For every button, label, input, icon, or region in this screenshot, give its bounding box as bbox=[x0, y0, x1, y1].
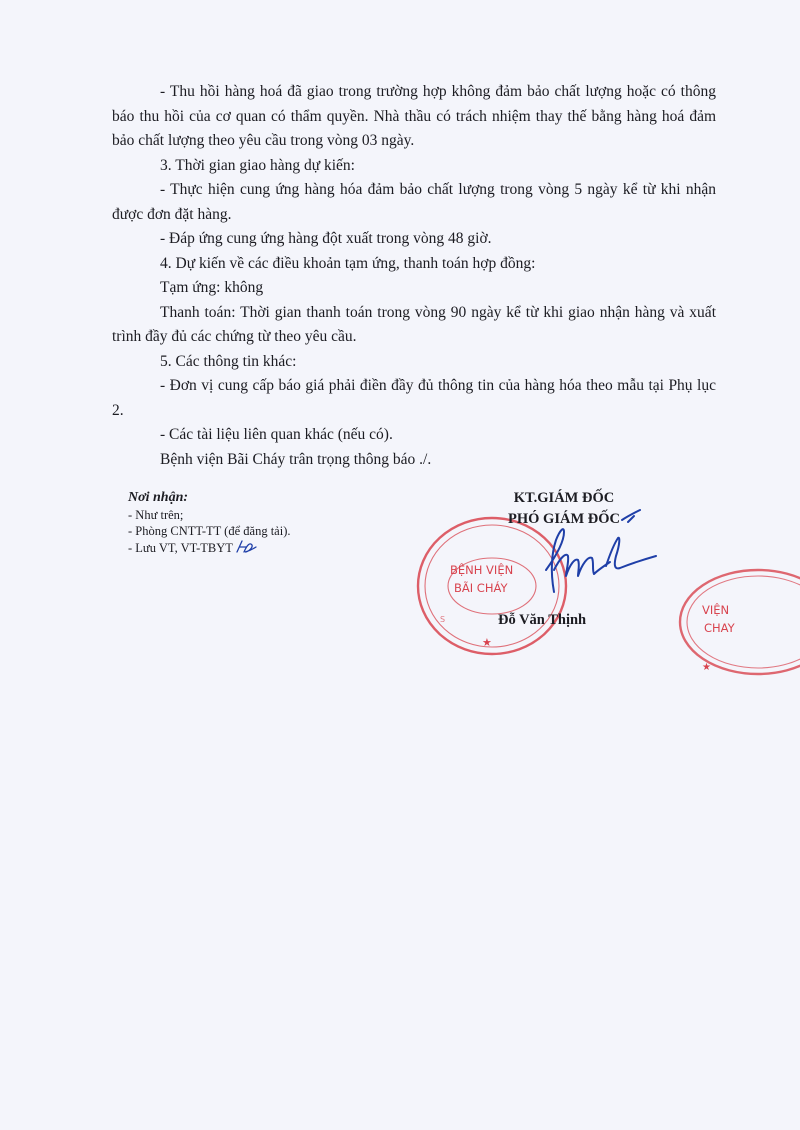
signer-name: Đỗ Văn Thịnh bbox=[498, 612, 587, 628]
stamp-text-line1: BỆNH VIỆN bbox=[450, 563, 514, 577]
recipient-item bbox=[128, 539, 290, 556]
recipient-item-text: - Lưu VT, VT-TBYT bbox=[128, 541, 233, 555]
recipient-item: - Phòng CNTT-TT (để đăng tải). bbox=[128, 524, 291, 538]
initials-mark-icon bbox=[234, 539, 258, 555]
paragraph-advance-payment: Tạm ứng: không bbox=[160, 279, 264, 296]
document-body bbox=[112, 80, 716, 472]
signer-title-line2: PHÓ GIÁM ĐỐC bbox=[508, 511, 620, 527]
heading-payment-terms: 4. Dự kiến về các điều khoản tạm ứng, thanh toán hợp đồng: bbox=[160, 254, 536, 272]
recipients-block bbox=[128, 490, 290, 556]
paragraph-quotation-form: - Đơn vị cung cấp báo giá phải điền đầy đủ thông tin của hàng hóa theo mẫu tại Phụ lục 2. bbox=[112, 377, 716, 419]
stamp-ring-mark: S bbox=[440, 615, 446, 624]
recipient-item: - Như trên; bbox=[128, 508, 184, 522]
stamp-partial-text-line2: CHAY bbox=[704, 621, 735, 635]
handwritten-signature bbox=[480, 500, 680, 610]
seal-stamp-partial bbox=[676, 566, 800, 684]
stamp-star-icon: ★ bbox=[482, 636, 492, 649]
paragraph-urgent-supply: - Đáp ứng cung ứng hàng đột xuất trong vòng 48 giờ. bbox=[160, 230, 492, 247]
paragraph-recall-goods: - Thu hồi hàng hoá đã giao trong trường hợp không đảm bảo chất lượng hoặc có thông báo thu hồi của cơ quan có thẩm quyền. Nhà thầu có trách nhiệm thay thế bằng hàng hoá đảm bảo chất lượng theo yêu cầu trong vòng 03 ngày. bbox=[112, 83, 716, 149]
heading-delivery-time: 3. Thời gian giao hàng dự kiến: bbox=[160, 156, 355, 174]
signer-title-line1: KT.GIÁM ĐỐC bbox=[513, 490, 615, 506]
recipients-heading: Nơi nhận: bbox=[128, 490, 189, 505]
stamp-partial-star-icon: ★ bbox=[702, 662, 711, 673]
paragraph-payment-period: Thanh toán: Thời gian thanh toán trong vòng 90 ngày kể từ khi giao nhận hàng và xuất trình đầy đủ các chứng từ theo yêu cầu. bbox=[112, 303, 716, 345]
paragraph-related-documents: - Các tài liệu liên quan khác (nếu có). bbox=[160, 426, 393, 443]
paragraph-closing: Bệnh viện Bãi Cháy trân trọng thông báo ./. bbox=[160, 450, 432, 468]
paragraph-supply-within-5-days: - Thực hiện cung ứng hàng hóa đảm bảo chất lượng trong vòng 5 ngày kể từ khi nhận được đơn đặt hàng. bbox=[112, 181, 716, 223]
stamp-partial-text-line1: VIỆN bbox=[702, 603, 730, 617]
stamp-text-line2: BÃI CHÁY bbox=[454, 581, 508, 595]
heading-other-info: 5. Các thông tin khác: bbox=[160, 352, 297, 370]
